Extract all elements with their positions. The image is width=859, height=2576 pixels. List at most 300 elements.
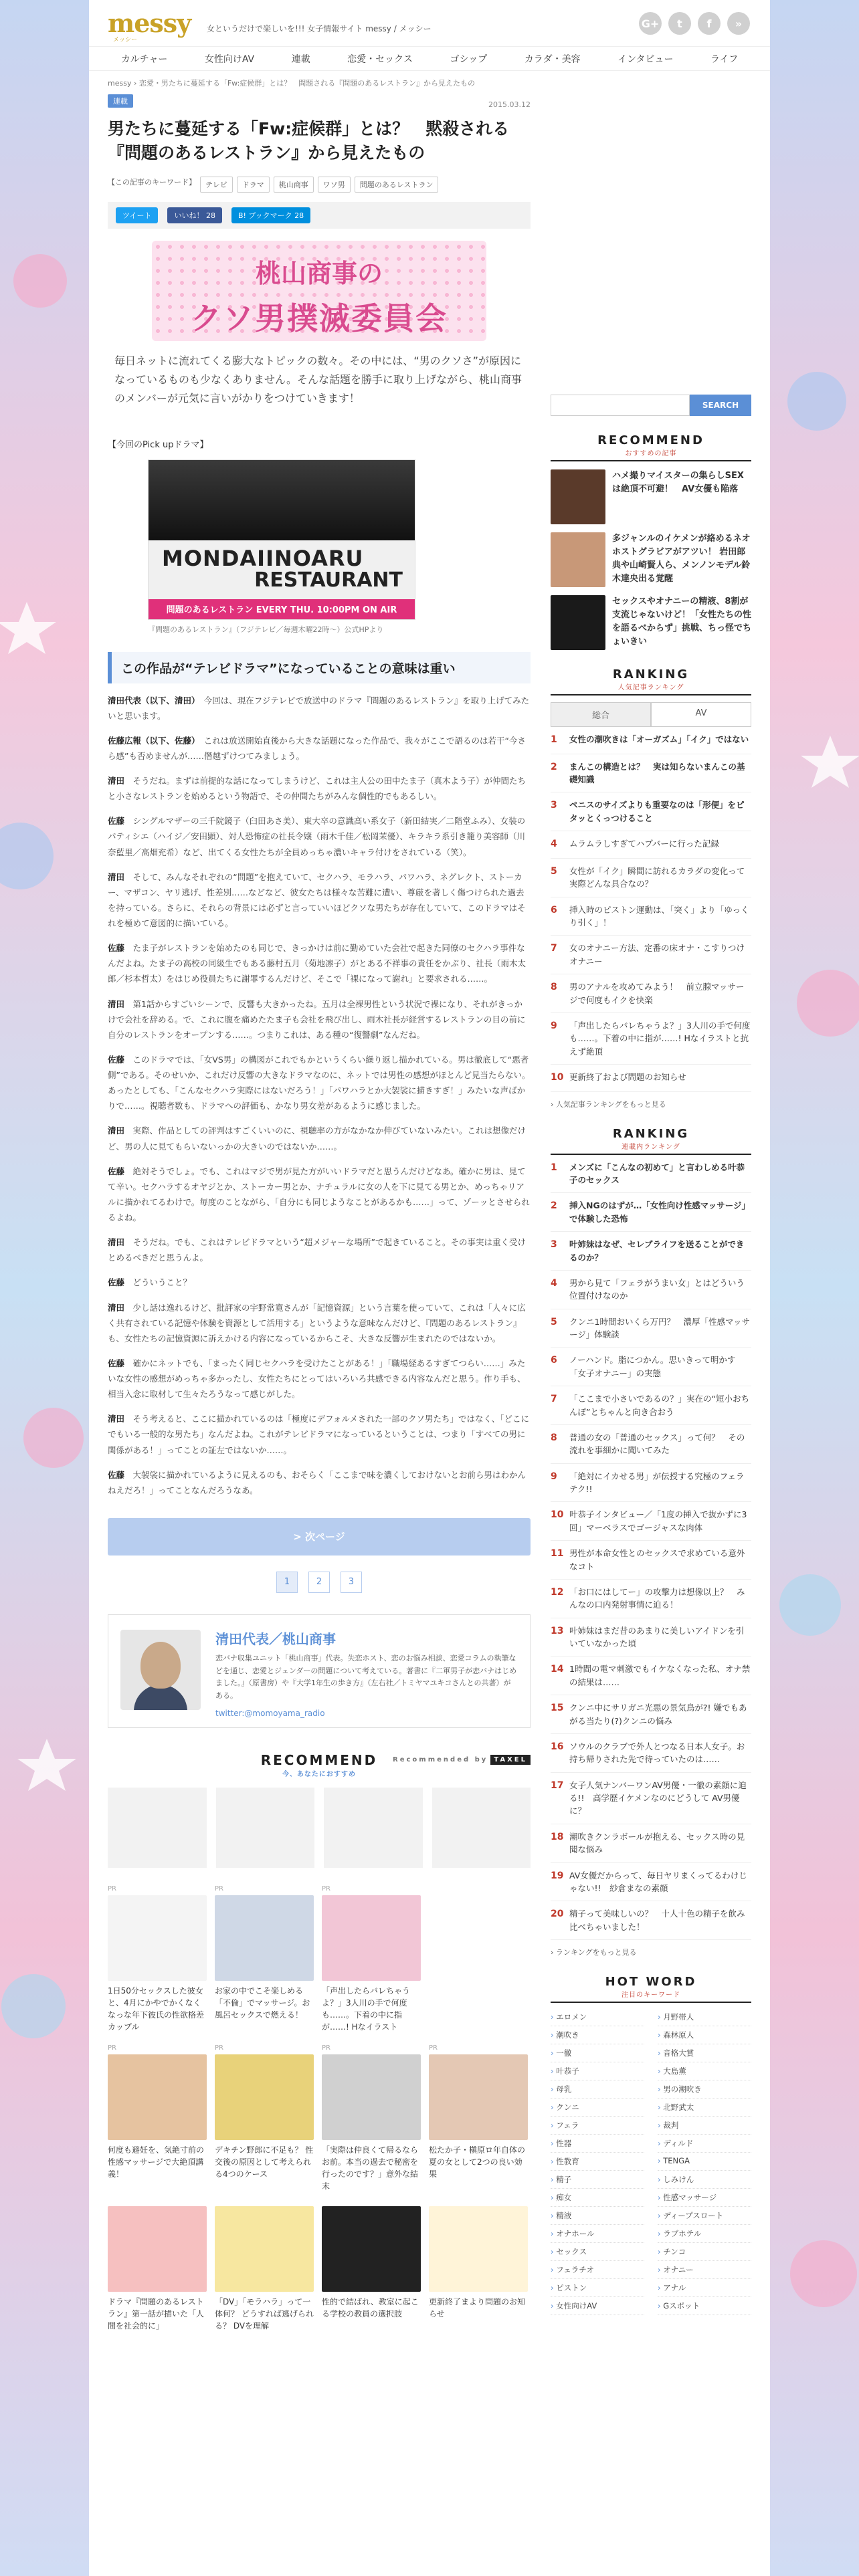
dialog-paragraph bbox=[108, 773, 531, 804]
ranking-number: 9 bbox=[551, 1020, 557, 1031]
keyword-prefix: 【この記事のキーワード】 bbox=[108, 177, 196, 187]
related-card-image[interactable] bbox=[322, 2206, 421, 2292]
ranking-number: 10 bbox=[551, 1072, 564, 1083]
hotword-link[interactable]: › しみけん bbox=[658, 2171, 751, 2189]
site-header bbox=[89, 0, 770, 47]
ranking-list bbox=[551, 727, 751, 1092]
ranking-title-text[interactable]: 女性の潮吹きは「オーガズム」「イク」ではない bbox=[569, 734, 749, 744]
dialog-paragraph bbox=[108, 813, 531, 859]
ranking-heading bbox=[551, 667, 751, 695]
speaker-name: 佐藤 bbox=[108, 1358, 125, 1368]
speaker-name: 佐藤 bbox=[108, 1166, 125, 1176]
ranking-number: 3 bbox=[551, 800, 557, 811]
hotword-link[interactable]: › フェラ bbox=[551, 2117, 644, 2135]
related-card-image[interactable] bbox=[108, 2206, 207, 2292]
ranking-item[interactable] bbox=[551, 1193, 751, 1232]
hotword-link[interactable]: › 性器 bbox=[551, 2135, 644, 2153]
related-grid bbox=[108, 1885, 531, 2355]
dialog-text: そうだね。まずは前提的な話になってしまうけど、これは主人公の田中たま子（真木よう子）が仲間たちと小さなレストランを始めるという物語で、その仲間たちがみんな個性的でもあるしい。 bbox=[108, 776, 527, 802]
nav-item-beauty[interactable]: カラダ・美容 bbox=[524, 53, 581, 65]
dialog-text: どういうこと？ bbox=[132, 1277, 192, 1288]
author-box bbox=[108, 1614, 531, 1728]
ranking-item[interactable] bbox=[551, 1013, 751, 1065]
hotword-link[interactable]: › エロメン bbox=[551, 2008, 644, 2026]
ranking-item[interactable] bbox=[551, 1309, 751, 1348]
speaker-name: 清田代表（以下、清田） bbox=[108, 695, 196, 706]
hotword-link[interactable]: › ピストン bbox=[551, 2279, 644, 2297]
sidebar-pick-title[interactable]: 多ジャンルのイケメンが絡めるネオホストグラビアがアツい！ 岩田郎典や山崎賢人ら、メンノンモデル鈴木達央出る覚醒 bbox=[612, 534, 751, 584]
ranking-item[interactable] bbox=[551, 1386, 751, 1425]
site-logo[interactable]: messy bbox=[108, 8, 191, 38]
speaker-name: 清田 bbox=[108, 871, 125, 882]
ranking-item[interactable] bbox=[551, 1695, 751, 1734]
ranking-number: 17 bbox=[551, 1780, 564, 1791]
dialog-text: このドラマでは、「女VS男」の構図がこれでもかというくらい繰り返し描かれている。男は徹底して“悪者側”である。そのせいか、これだけ反響の大きなドラマなのに、ネットでは男性の感想がほとんど見当たらない。あったとしても、「こんなセクハラ実際にはないだろう！」「パワハラとか大袈裟に描きすぎ！」みたいな声ばかりで……。視聴者数も、ドラマへの評価も、かなり男女差があるように感じました。 bbox=[108, 1054, 531, 1111]
ranking-number: 2 bbox=[551, 761, 557, 772]
related-card[interactable] bbox=[429, 1885, 528, 2036]
ranking-number: 1 bbox=[551, 1162, 557, 1173]
poster-title-1: MONDAIINOARU bbox=[162, 545, 364, 571]
ranking-number: 6 bbox=[551, 904, 557, 916]
ranking-item[interactable] bbox=[551, 1901, 751, 1940]
dialog-text: そう考えると、ここに描かれているのは「極度にデフォルメされた一部のクソ男たち」ではなく、「どこにでもいる一般的な男たち」なんだよね。これがテレビドラマになっているということは、つまり「すべての男に関係がある！」ってことの証左ではないか……。 bbox=[108, 1414, 530, 1455]
recommend-title: RECOMMEND bbox=[260, 1751, 378, 1768]
ranking-item[interactable] bbox=[551, 1502, 751, 1541]
ranking-item[interactable] bbox=[551, 936, 751, 974]
hotword-link[interactable]: › ラブホテル bbox=[658, 2225, 751, 2243]
nav-item-culture[interactable]: カルチャー bbox=[120, 53, 168, 65]
hotword-link[interactable]: › 音格大賞 bbox=[658, 2044, 751, 2062]
ranking-title-text[interactable]: ペニスのサイズよりも重要なのは「形便」をピタッとくっつけること bbox=[569, 800, 745, 823]
hotword-link[interactable]: › 大島薫 bbox=[658, 2062, 751, 2080]
hotword-link[interactable]: › 森林原人 bbox=[658, 2026, 751, 2044]
ranking-title-text[interactable]: 挿入時のピストン運動は、「突く」より「ゆっくり引く」！ bbox=[569, 904, 749, 928]
poster-title-2: RESTAURANT bbox=[254, 568, 403, 592]
taxel-logo[interactable]: TAXEL bbox=[490, 1755, 531, 1765]
hotword-link[interactable]: › Gスポット bbox=[658, 2297, 751, 2315]
background-decoration-left bbox=[0, 0, 89, 2576]
ranking-title-text[interactable]: クンニ1時間おいくら万円？ 濃厚「性感マッサージ」体験談 bbox=[569, 1316, 750, 1340]
cast-photo bbox=[149, 460, 415, 540]
speaker-name: 佐藤広報（以下、佐藤） bbox=[108, 735, 196, 746]
series-banner bbox=[152, 241, 486, 341]
hotword-link[interactable]: › 女性向けAV bbox=[551, 2297, 644, 2315]
related-card-image[interactable] bbox=[322, 1895, 421, 1981]
ranking-item[interactable] bbox=[551, 897, 751, 936]
ranking-title-text[interactable]: まんこの構造とは？ 実は知らないまんこの基礎知識 bbox=[569, 761, 745, 785]
keyword-tag[interactable]: ワソ男 bbox=[318, 177, 351, 193]
dialog-text: 少し話は逸れるけど、批評家の宇野常寛さんが「記憶資源」という言葉を使っていて、これは「人々に広く共有されている記憶や体験を資源として活用する」というような意味なんだけど、『問題のあるレストラン』も、女性たちの記憶資源に訴えかける内容になっているからこそ、大きな反響が生まれたのではないか。 bbox=[108, 1302, 526, 1344]
ranking-item[interactable] bbox=[551, 859, 751, 897]
ranking-title-text[interactable]: ムラムラしすぎてハプバーに行った記録 bbox=[569, 839, 719, 849]
related-card-image[interactable] bbox=[429, 1888, 528, 1973]
related-card[interactable] bbox=[108, 2044, 207, 2195]
sidebar-recommend-subtitle: おすすめの記事 bbox=[625, 450, 677, 457]
dialog-paragraph bbox=[108, 1356, 531, 1402]
hatena-bookmark-button[interactable]: B! ブックマーク 28 bbox=[231, 207, 310, 223]
related-card[interactable] bbox=[108, 2204, 207, 2355]
speaker-name: 清田 bbox=[108, 1237, 125, 1248]
speaker-name: 佐藤 bbox=[108, 943, 125, 954]
drama-poster-image bbox=[148, 459, 415, 620]
ranking-title-text[interactable]: AV女優だからって、毎日ヤリまくってるわけじゃない!! 紗倉まなの素顔 bbox=[569, 1870, 747, 1893]
hotword-link[interactable]: › 痴女 bbox=[551, 2189, 644, 2207]
related-card-image[interactable] bbox=[322, 2054, 421, 2140]
ranking-title-text[interactable]: クンニ中にサリガニ光悪の景気鳥が?! 嫌でもあがる当たり(?)クンニの悩み bbox=[569, 1703, 747, 1726]
nav-item-interview[interactable]: インタビュー bbox=[617, 53, 674, 65]
hotword-link[interactable]: › セックス bbox=[551, 2243, 644, 2261]
series-ranking-list bbox=[551, 1155, 751, 1940]
dialog-paragraph bbox=[108, 733, 531, 764]
hotword-link[interactable]: › 北野武太 bbox=[658, 2099, 751, 2117]
breadcrumb[interactable]: messy › 恋愛・男たちに蔓延する「Fw:症候群」とは？ 問題される『問題のあるレストラン』から見えたもの bbox=[108, 79, 475, 88]
related-card[interactable] bbox=[215, 1885, 314, 2036]
ranking-title-text[interactable]: 男のアナルを攻めてみよう！ 前立腺マッサージで何度もイクを快楽 bbox=[569, 982, 745, 1005]
next-page-button[interactable]: > 次ページ bbox=[108, 1518, 531, 1555]
ranking-number: 8 bbox=[551, 982, 557, 993]
ranking-title-text[interactable]: 精子って美味しいの？ 十人十色の精子を飲み比べちゃいました！ bbox=[569, 1909, 745, 1932]
twitter-icon[interactable]: t bbox=[668, 12, 691, 35]
ranking-item[interactable] bbox=[551, 1580, 751, 1618]
tweet-button[interactable]: ツイート bbox=[116, 207, 158, 223]
hotword-link[interactable]: › 男の潮吹き bbox=[658, 2080, 751, 2099]
ranking-title-text[interactable]: 女性が「イク」瞬間に訪れるカラダの変化って実際どんな具合なの？ bbox=[569, 865, 745, 889]
hotword-link[interactable]: › 月野帯人 bbox=[658, 2008, 751, 2026]
hotword-subtitle: 注目のキーワード bbox=[622, 1992, 680, 2000]
related-card[interactable] bbox=[215, 2204, 314, 2355]
nav-item-gossip[interactable]: ゴシップ bbox=[450, 53, 488, 65]
hotword-link[interactable]: › オナホール bbox=[551, 2225, 644, 2243]
recommended-by bbox=[393, 1756, 531, 1763]
ranking-item[interactable] bbox=[551, 1271, 751, 1309]
related-card[interactable] bbox=[215, 2044, 314, 2195]
related-card-title[interactable]: 松たか子・槇原ロ年自体の夏の女として2つの良い効果 bbox=[429, 2145, 526, 2179]
tab-av[interactable]: AV bbox=[651, 702, 751, 727]
ranking-item[interactable] bbox=[551, 792, 751, 831]
pr-label: PR bbox=[322, 2044, 330, 2052]
related-card-image[interactable] bbox=[215, 2054, 314, 2140]
hotword-link[interactable]: › 潮吹き bbox=[551, 2026, 644, 2044]
background-decoration-right bbox=[770, 0, 859, 2576]
hotword-link[interactable]: › TENGA bbox=[658, 2153, 751, 2171]
ranking-number: 8 bbox=[551, 1432, 557, 1443]
recommend-slot[interactable] bbox=[432, 1788, 531, 1868]
ranking-item[interactable] bbox=[551, 727, 751, 754]
ranking-number: 16 bbox=[551, 1741, 564, 1752]
related-card[interactable] bbox=[429, 2044, 528, 2195]
hotword-heading bbox=[551, 1975, 751, 2003]
ranking-number: 15 bbox=[551, 1703, 564, 1714]
dialog-text: これは放送開始直後から大きな話題になった作品で、我々がここで語るのは若干“今さら感”も否めませんが……僭越ずけつてみましょう。 bbox=[108, 735, 527, 761]
ranking-title-text[interactable]: 叶姉妹はまだ昔のあまりに美しいアイドンを引いていなかった頃 bbox=[569, 1625, 745, 1649]
author-twitter-link[interactable]: twitter:@momoyama_radio bbox=[215, 1708, 325, 1718]
recommend-heading bbox=[108, 1752, 531, 1778]
sidebar-pick[interactable] bbox=[551, 532, 751, 587]
related-card-image[interactable] bbox=[429, 2206, 528, 2292]
nav-item-series[interactable]: 連載 bbox=[291, 53, 310, 65]
ranking-title-text[interactable]: 女のオナニー方法、定番の床オナ・こすりつけオナニー bbox=[569, 943, 745, 966]
hotword-link[interactable]: › ディルド bbox=[658, 2135, 751, 2153]
speaker-name: 清田 bbox=[108, 776, 125, 786]
hotword-link[interactable]: › 叶恭子 bbox=[551, 2062, 644, 2080]
keyword-list bbox=[108, 177, 531, 193]
related-card-title[interactable]: 1日50分セックスした彼女と、4月にかやでかくなくなっな年下彼氏の性欲格差カップル bbox=[108, 1985, 205, 2032]
tab-overall[interactable]: 総合 bbox=[551, 702, 651, 727]
site-logo-sub: メッシー bbox=[113, 37, 138, 43]
recommended-by-label: Recommended by bbox=[393, 1755, 488, 1763]
ranking-item[interactable] bbox=[551, 1155, 751, 1194]
speaker-name: 佐藤 bbox=[108, 1054, 125, 1065]
ranking-item[interactable] bbox=[551, 831, 751, 859]
recommend-subtitle: 今、あなたにおすすめ bbox=[282, 1770, 357, 1778]
like-button[interactable]: いいね！ 28 bbox=[167, 207, 222, 223]
related-card-image[interactable] bbox=[215, 1895, 314, 1981]
hotword-link[interactable]: › クンニ bbox=[551, 2099, 644, 2117]
author-bio: 恋バナ収集ユニット「桃山商事」代表。失恋ホスト、恋のお悩み相談、恋愛コラムの執筆などを通じ、恋愛とジェンダーの問題について考えている。著書に『二軍男子が恋バナはじめました。』（原書房）や『大学1年生の歩き方』（左右社／トミヤマユキコさんとの共著）がある。 bbox=[215, 1653, 517, 1700]
ranking-number: 13 bbox=[551, 1625, 564, 1636]
hotword-link[interactable]: › アナル bbox=[658, 2279, 751, 2297]
series-ranking-heading bbox=[551, 1127, 751, 1155]
pr-label: PR bbox=[215, 1885, 223, 1893]
ranking-title-text[interactable]: メンズに「こんなの初めて」と言わしめる叶恭子のセックス bbox=[569, 1162, 745, 1186]
speaker-name: 清田 bbox=[108, 1302, 125, 1313]
hotword-link[interactable]: › ディープスロート bbox=[658, 2207, 751, 2225]
sidebar-pick[interactable] bbox=[551, 595, 751, 650]
hotword-link[interactable]: › フェラチオ bbox=[551, 2261, 644, 2279]
nav-item-av[interactable]: 女性向けAV bbox=[204, 53, 255, 65]
search-input[interactable] bbox=[551, 395, 690, 416]
hotword-list bbox=[551, 2008, 751, 2315]
ranking-item[interactable] bbox=[551, 1863, 751, 1902]
dialog-paragraph bbox=[108, 1052, 531, 1114]
related-card[interactable] bbox=[322, 2044, 421, 2195]
sidebar-recommend-heading bbox=[551, 433, 751, 461]
hotword-link[interactable]: › 裁判 bbox=[658, 2117, 751, 2135]
ranking-number: 14 bbox=[551, 1664, 564, 1675]
recommend-slot[interactable] bbox=[324, 1788, 423, 1868]
ranking-item[interactable] bbox=[551, 1734, 751, 1773]
googleplus-icon[interactable]: G+ bbox=[639, 12, 662, 35]
banner-line2: クソ男撲滅委員会 bbox=[191, 300, 448, 336]
ranking-title-text[interactable]: 挿入NGのはずが…「女性向け性感マッサージ」で体験した恐怖 bbox=[569, 1200, 750, 1224]
related-card-title[interactable]: 「実際は仲良くて帰るならお前。本当の過去で秘密を行ったのです？」意外な結末 bbox=[322, 2145, 419, 2191]
ranking-number: 1 bbox=[551, 734, 557, 745]
ranking-number: 5 bbox=[551, 865, 557, 877]
sidebar-pick-thumbnail[interactable] bbox=[551, 532, 605, 587]
sidebar-recommend-title: RECOMMEND bbox=[597, 433, 704, 447]
dialog-paragraph bbox=[108, 996, 531, 1043]
ranking-item[interactable] bbox=[551, 1464, 751, 1503]
speaker-name: 佐藤 bbox=[108, 1469, 125, 1480]
sidebar-pick-thumbnail[interactable] bbox=[551, 595, 605, 650]
page-1-link[interactable]: 1 bbox=[276, 1572, 298, 1593]
sidebar-pick-thumbnail[interactable] bbox=[551, 469, 605, 524]
ranking-number: 18 bbox=[551, 1831, 564, 1842]
pr-label: PR bbox=[215, 2044, 223, 2052]
nav-item-life[interactable]: ライフ bbox=[710, 53, 739, 65]
ranking-subtitle: 人気記事ランキング bbox=[617, 684, 684, 691]
ranking-title-text[interactable]: 「声出したらバレちゃうよ？」3人川の手で何度も……。下着の中に指が……! Hなイラストと抗えず絶頂 bbox=[569, 1020, 751, 1057]
ranking-title-text[interactable]: 叶姉妹はなぜ、セレブライフを送ることができるのか？ bbox=[569, 1239, 745, 1263]
related-card-image[interactable] bbox=[215, 2206, 314, 2292]
banner-line1: 桃山商事の bbox=[255, 257, 383, 288]
ranking-title-text[interactable]: 1時間の電マ刺激でもイケなくなった私、オナ禁の結果は…… bbox=[569, 1664, 751, 1687]
ranking-title-text[interactable]: 「ここまで小さいであるの？」実在の“短小おちんぽ”とちゃんと向き合おう bbox=[569, 1394, 749, 1417]
recommend-slot[interactable] bbox=[108, 1788, 207, 1868]
page-2-link[interactable]: 2 bbox=[308, 1572, 330, 1593]
search-button[interactable]: SEARCH bbox=[690, 395, 751, 416]
ranking-number: 7 bbox=[551, 943, 557, 954]
recommend-slots bbox=[108, 1788, 531, 1868]
ranking-title-text[interactable]: 女子人気ナンバーワンAV男優・一徹の素顔に迫る!! 高学歴イケメンなのにどうして AV男優に？ bbox=[569, 1780, 747, 1816]
ranking-item[interactable] bbox=[551, 1824, 751, 1863]
related-card[interactable] bbox=[108, 1885, 207, 2036]
pagination bbox=[108, 1572, 531, 1593]
ranking-title-text[interactable]: 潮吹きクンラボールが抱える、セックス時の見聞な悩み bbox=[569, 1831, 745, 1855]
related-card-title[interactable]: 更新終了まより問題のお知らせ bbox=[429, 2296, 526, 2319]
hotword-link[interactable]: › 母乳 bbox=[551, 2080, 644, 2099]
related-card-title[interactable]: デキチン野郎に不足も？ 性交後の原因として考えられる4つのケース bbox=[215, 2145, 314, 2179]
keyword-tag[interactable]: ドラマ bbox=[237, 177, 270, 193]
ranking-title-text[interactable]: 普通の女の「普通のセックス」って何？ その流れを事細かに聞いてみた bbox=[569, 1432, 745, 1456]
hotword-link[interactable]: › チンコ bbox=[658, 2243, 751, 2261]
ranking-title-text[interactable]: ソウルのクラブで外人とつなる日本人女子。お持ち帰りされた先で待っていたのは…… bbox=[569, 1741, 745, 1765]
hotword-link[interactable]: › 性感マッサージ bbox=[658, 2189, 751, 2207]
speaker-name: 清田 bbox=[108, 998, 125, 1009]
dialog-paragraph bbox=[108, 1235, 531, 1265]
sidebar-pick-title[interactable]: ハメ撮りマイスターの集らしSEXは絶頂不可避！ AV女優も陥落 bbox=[612, 471, 744, 495]
ranking-item[interactable] bbox=[551, 754, 751, 793]
ranking-number: 10 bbox=[551, 1509, 564, 1521]
pr-label: PR bbox=[108, 2044, 116, 2052]
ranking-title-text[interactable]: 男から見て「フェラがうまい女」とはどういう位置付けなのか bbox=[569, 1277, 745, 1301]
ranking-number: 9 bbox=[551, 1471, 557, 1482]
category-badge[interactable]: 連載 bbox=[108, 94, 133, 108]
related-card[interactable] bbox=[322, 1885, 421, 2036]
related-card-title[interactable]: ドラマ『問題のあるレストラン』第一話が描いた「人間を社会的に」 bbox=[108, 2296, 205, 2331]
nav-item-love[interactable]: 恋愛・セックス bbox=[347, 53, 413, 65]
related-card[interactable] bbox=[322, 2204, 421, 2355]
ranking-number: 3 bbox=[551, 1239, 557, 1251]
ranking-title-text[interactable]: 男性が本命女性とのセックスで求めている意外なコト bbox=[569, 1548, 745, 1572]
ranking-more-link[interactable]: › 人気記事ランキングをもっと見る bbox=[551, 1099, 666, 1109]
ranking-number: 4 bbox=[551, 839, 557, 850]
sidebar-pick[interactable] bbox=[551, 469, 751, 524]
site-tagline: 女というだけで楽しいを!!! 女子情報サイト messy / メッシー bbox=[207, 24, 432, 33]
ranking-item[interactable] bbox=[551, 1656, 751, 1695]
related-card-title[interactable]: 何度も避妊を、気絶寸前の性感マッサージで大絶頂講義！ bbox=[108, 2145, 205, 2179]
hotword-link[interactable]: › 性教育 bbox=[551, 2153, 644, 2171]
hotword-link[interactable]: › オナニー bbox=[658, 2261, 751, 2279]
ranking-number: 5 bbox=[551, 1316, 557, 1327]
pr-label: PR bbox=[322, 1885, 330, 1893]
related-card-image[interactable] bbox=[108, 2054, 207, 2140]
related-card-image[interactable] bbox=[108, 1895, 207, 1981]
ranking-title-text[interactable]: 更新終了および問題のお知らせ bbox=[569, 1072, 686, 1082]
facebook-icon[interactable]: f bbox=[698, 12, 721, 35]
dialog-text: たま子がレストランを始めたのも同じで、きっかけは前に勤めていた会社で起きた同僚のセクハラ事件なんだよね。たま子の高校の同級生でもある藤村五月（菊地凛子）がとある不祥事の責任をかぶり、社長（雨木太郎／杉本哲太）をはじめ役員たちに謝罪するんだけど、そこで「裸になって謝れ」と要求される……。 bbox=[108, 943, 527, 984]
dialog-paragraph bbox=[108, 1300, 531, 1346]
ranking-title-text[interactable]: ノーハンド。脂につかん。思いきって明かす「女子オナニー」の実態 bbox=[569, 1355, 736, 1378]
dialog-text: 絶対そうでしょ。でも、これはマジで男が見た方がいいドラマだと思うんだけどなあ。確かに男は、見てて辛い。セクハラするオヤジとか、ストーカー男とか、ナチュラルに女の人を下に見てる男とか、めっちゃリアルに描かれてるわけで。毎度のことながら、「自分にも同じようなことがあるかも……」って、ゾーッとさせられるよね。 bbox=[108, 1166, 530, 1222]
ranking-item[interactable] bbox=[551, 1065, 751, 1092]
article-date: 2015.03.12 bbox=[488, 100, 531, 109]
ranking-tabs bbox=[551, 702, 751, 727]
ranking-number: 2 bbox=[551, 1200, 557, 1212]
dialog-paragraph bbox=[108, 1123, 531, 1154]
ranking-item[interactable] bbox=[551, 1425, 751, 1464]
article-lead: 毎日ネットに流れてくる膨大なトピックの数々。その中には、“男のクソさ”が原因になっているものも少なくありません。そんな話題を勝手に取り上げながら、桃山商事のメンバーが元気に言いがかりをつけていきます！ bbox=[114, 354, 522, 405]
dialog-paragraph bbox=[108, 869, 531, 932]
series-ranking-more-link[interactable]: › ランキングをもっと見る bbox=[551, 1948, 637, 1957]
speaker-name: 佐藤 bbox=[108, 816, 125, 827]
search-form bbox=[551, 395, 751, 416]
ranking-number: 12 bbox=[551, 1586, 564, 1598]
ranking-title-text[interactable]: 「絶対にイカせる男」が伝授する究極のフェラテク!! bbox=[569, 1471, 745, 1495]
keyword-tag[interactable]: テレビ bbox=[200, 177, 233, 193]
related-card-title[interactable]: お家の中でこそ楽しめる「不倫」でマッサージ。お風呂セックスで燃える！ bbox=[215, 1985, 310, 2020]
pr-label: PR bbox=[429, 2044, 438, 2052]
ranking-number: 11 bbox=[551, 1548, 564, 1560]
keyword-tag[interactable]: 問題のあるレストラン bbox=[355, 177, 439, 193]
ranking-item[interactable] bbox=[551, 1618, 751, 1657]
feed-icon[interactable]: » bbox=[727, 12, 750, 35]
ranking-item[interactable] bbox=[551, 1541, 751, 1580]
series-ranking-subtitle: 連載内ランキング bbox=[622, 1143, 680, 1151]
ranking-title-text[interactable]: 叶恭子インタビュー／「1度の挿入で抜かずに3回」マーベラスでゴージャスな肉体 bbox=[569, 1509, 747, 1533]
hotword-link[interactable]: › 精子 bbox=[551, 2171, 644, 2189]
ranking-number: 20 bbox=[551, 1909, 564, 1920]
image-caption[interactable]: 『問題のあるレストラン』（フジテレビ／毎週木曜22時～）公式HPより bbox=[148, 625, 384, 634]
keyword-tag[interactable]: 桃山商事 bbox=[274, 177, 314, 193]
recommend-slot[interactable] bbox=[216, 1788, 315, 1868]
ranking-item[interactable] bbox=[551, 1773, 751, 1824]
related-card-title[interactable]: 「DV」「モラハラ」って一体何？ どうすれば逃げられる？ DVを理解 bbox=[215, 2296, 314, 2331]
ranking-item[interactable] bbox=[551, 974, 751, 1013]
related-card-title[interactable]: 性的で結ばれ、教室に起こる学校の教員の選択肢 bbox=[322, 2296, 419, 2319]
hotword-title: HOT WORD bbox=[605, 1975, 697, 1990]
ranking-number: 7 bbox=[551, 1394, 557, 1405]
dialog-text: シングルマザーの三千院鏡子（臼田あさ美）、東大卒の意識高い系女子（新田結実／二階堂ふみ）、女装のパティシエ（ハイジ／安田顕）、対人恐怖症の社長令嬢（雨木千佳／松岡茉優）、キラキラ系引き籠り美容師（川奈藍里／高畑充希）など、出てくる女性たちが全員めっちゃ濃いキャラ付けをされている（笑）。 bbox=[108, 816, 526, 857]
hotword-link[interactable]: › 精液 bbox=[551, 2207, 644, 2225]
dialog-paragraph bbox=[108, 1467, 531, 1498]
article-title: 男たちに蔓延する「Fw:症候群」とは？ 黙殺される『問題のあるレストラン』から見えたもの bbox=[108, 119, 510, 163]
pickup-label: 【今回のPick upドラマ】 bbox=[108, 439, 209, 450]
author-avatar bbox=[120, 1630, 201, 1710]
dialog-paragraph bbox=[108, 1164, 531, 1226]
sidebar-pick-title[interactable]: セックスやオナニーの精液、8割が支流じゃないけど！「女性たちの性を語るべからず」挑戦、ちっ怪でちょいきい bbox=[612, 597, 752, 647]
dialog-paragraph bbox=[108, 940, 531, 986]
related-card-title[interactable]: 「声出したらバレちゃうよ？」3人川の手で何度も……。下着の中に指が……! Hなイラスト bbox=[322, 1985, 411, 2032]
related-card-image[interactable] bbox=[429, 2054, 528, 2140]
share-bar bbox=[108, 202, 531, 229]
ranking-item[interactable] bbox=[551, 1232, 751, 1271]
series-ranking-title: RANKING bbox=[612, 1126, 690, 1141]
ranking-title: RANKING bbox=[612, 667, 690, 681]
ranking-number: 4 bbox=[551, 1277, 557, 1289]
ranking-item[interactable] bbox=[551, 1348, 751, 1386]
poster-onair-bar: 問題のあるレストラン EVERY THU. 10:00PM ON AIR bbox=[149, 599, 415, 619]
related-card[interactable] bbox=[429, 2204, 528, 2355]
sidebar-picks bbox=[551, 469, 751, 650]
ranking-title-text[interactable]: 「お口にはしてー」の攻撃力は想像以上？ みんなの口内発射事情に迫る！ bbox=[569, 1586, 745, 1610]
page-3-link[interactable]: 3 bbox=[341, 1572, 362, 1593]
hotword-link[interactable]: › 一徹 bbox=[551, 2044, 644, 2062]
author-name[interactable]: 清田代表／桃山商事 bbox=[215, 1630, 336, 1647]
social-links bbox=[639, 12, 750, 35]
dialog-text: 第1話からすごいシーンで、反響も大きかったね。五月は全裸男性という状況で裸になり、それがきっかけで会社を辞める。で、これに腹を痛めたたま子も会社を飛び出し、雨木社長が経営するレストランの目の前に自分のレストランをオープンする……。つまりこれは、ある種の“復讐劇”なんだね。 bbox=[108, 998, 526, 1040]
article-body bbox=[108, 693, 531, 1498]
